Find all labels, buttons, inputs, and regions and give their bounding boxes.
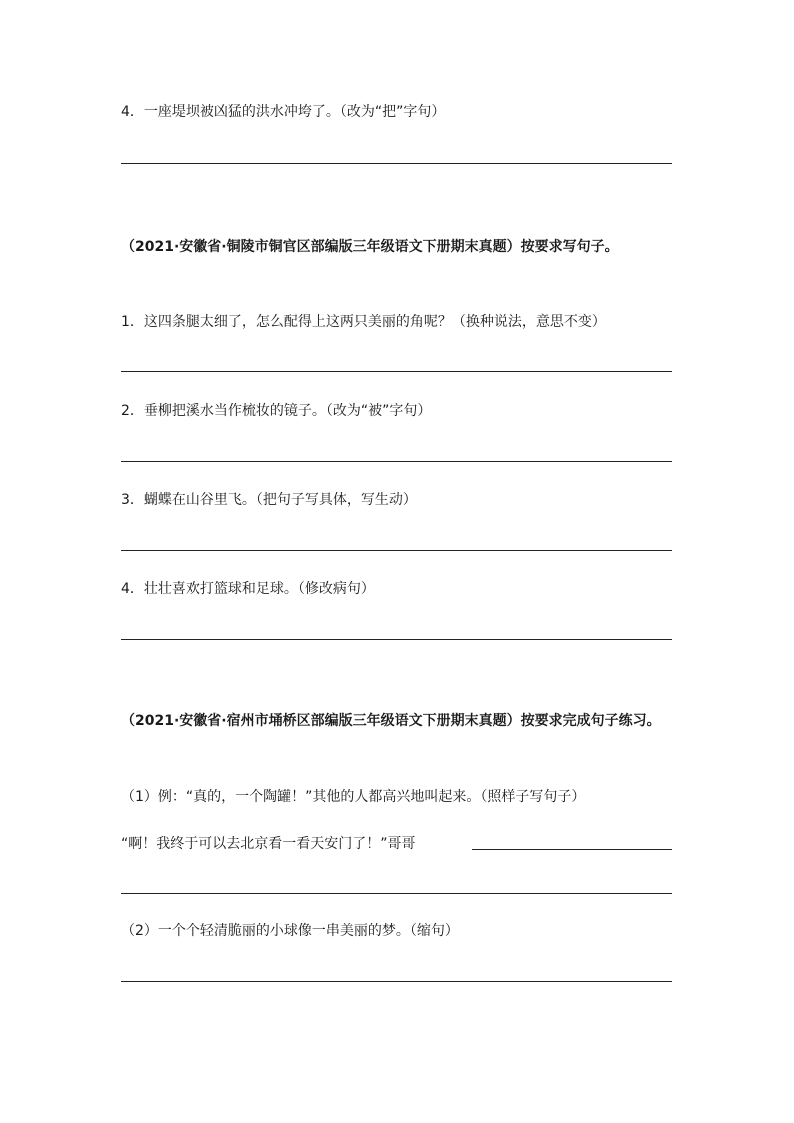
section-header-tongling: （2021·安徽省·铜陵市铜官区部编版三年级语文下册期末真题）按要求写句子。 [121, 239, 619, 255]
answer-line[interactable] [121, 371, 672, 372]
answer-line[interactable] [121, 639, 672, 640]
question-4-fix-sentence: 4．壮壮喜欢打篮球和足球。（修改病句） [121, 581, 375, 597]
answer-line[interactable] [121, 550, 672, 551]
question-2-shorten: （2）一个个轻清脆丽的小球像一串美丽的梦。（缩句） [121, 923, 459, 939]
question-1-imitate: （1）例：“真的，一个陶罐！”其他的人都高兴地叫起来。（照样子写句子） [121, 789, 586, 805]
question-1-rephrase: 1．这四条腿太细了，怎么配得上这两只美丽的角呢？（换种说法，意思不变） [121, 314, 606, 330]
question-3-expand-sentence: 3．蝴蝶在山谷里飞。（把句子写具体，写生动） [121, 492, 417, 508]
answer-line[interactable] [121, 461, 672, 462]
answer-line[interactable] [121, 981, 672, 982]
question-1-prompt: “啊！我终于可以去北京看一看天安门了！”哥哥 [121, 836, 416, 852]
question-4-ba-sentence: 4．一座堤坝被凶猛的洪水冲垮了。（改为“把”字句） [121, 104, 446, 120]
inline-answer-blank[interactable] [472, 849, 672, 850]
question-2-bei-sentence: 2．垂柳把溪水当作梳妆的镜子。（改为“被”字句） [121, 403, 432, 419]
answer-line[interactable] [121, 163, 672, 164]
section-header-suzhou: （2021·安徽省·宿州市埇桥区部编版三年级语文下册期末真题）按要求完成句子练习。 [121, 713, 661, 729]
answer-line[interactable] [121, 893, 672, 894]
